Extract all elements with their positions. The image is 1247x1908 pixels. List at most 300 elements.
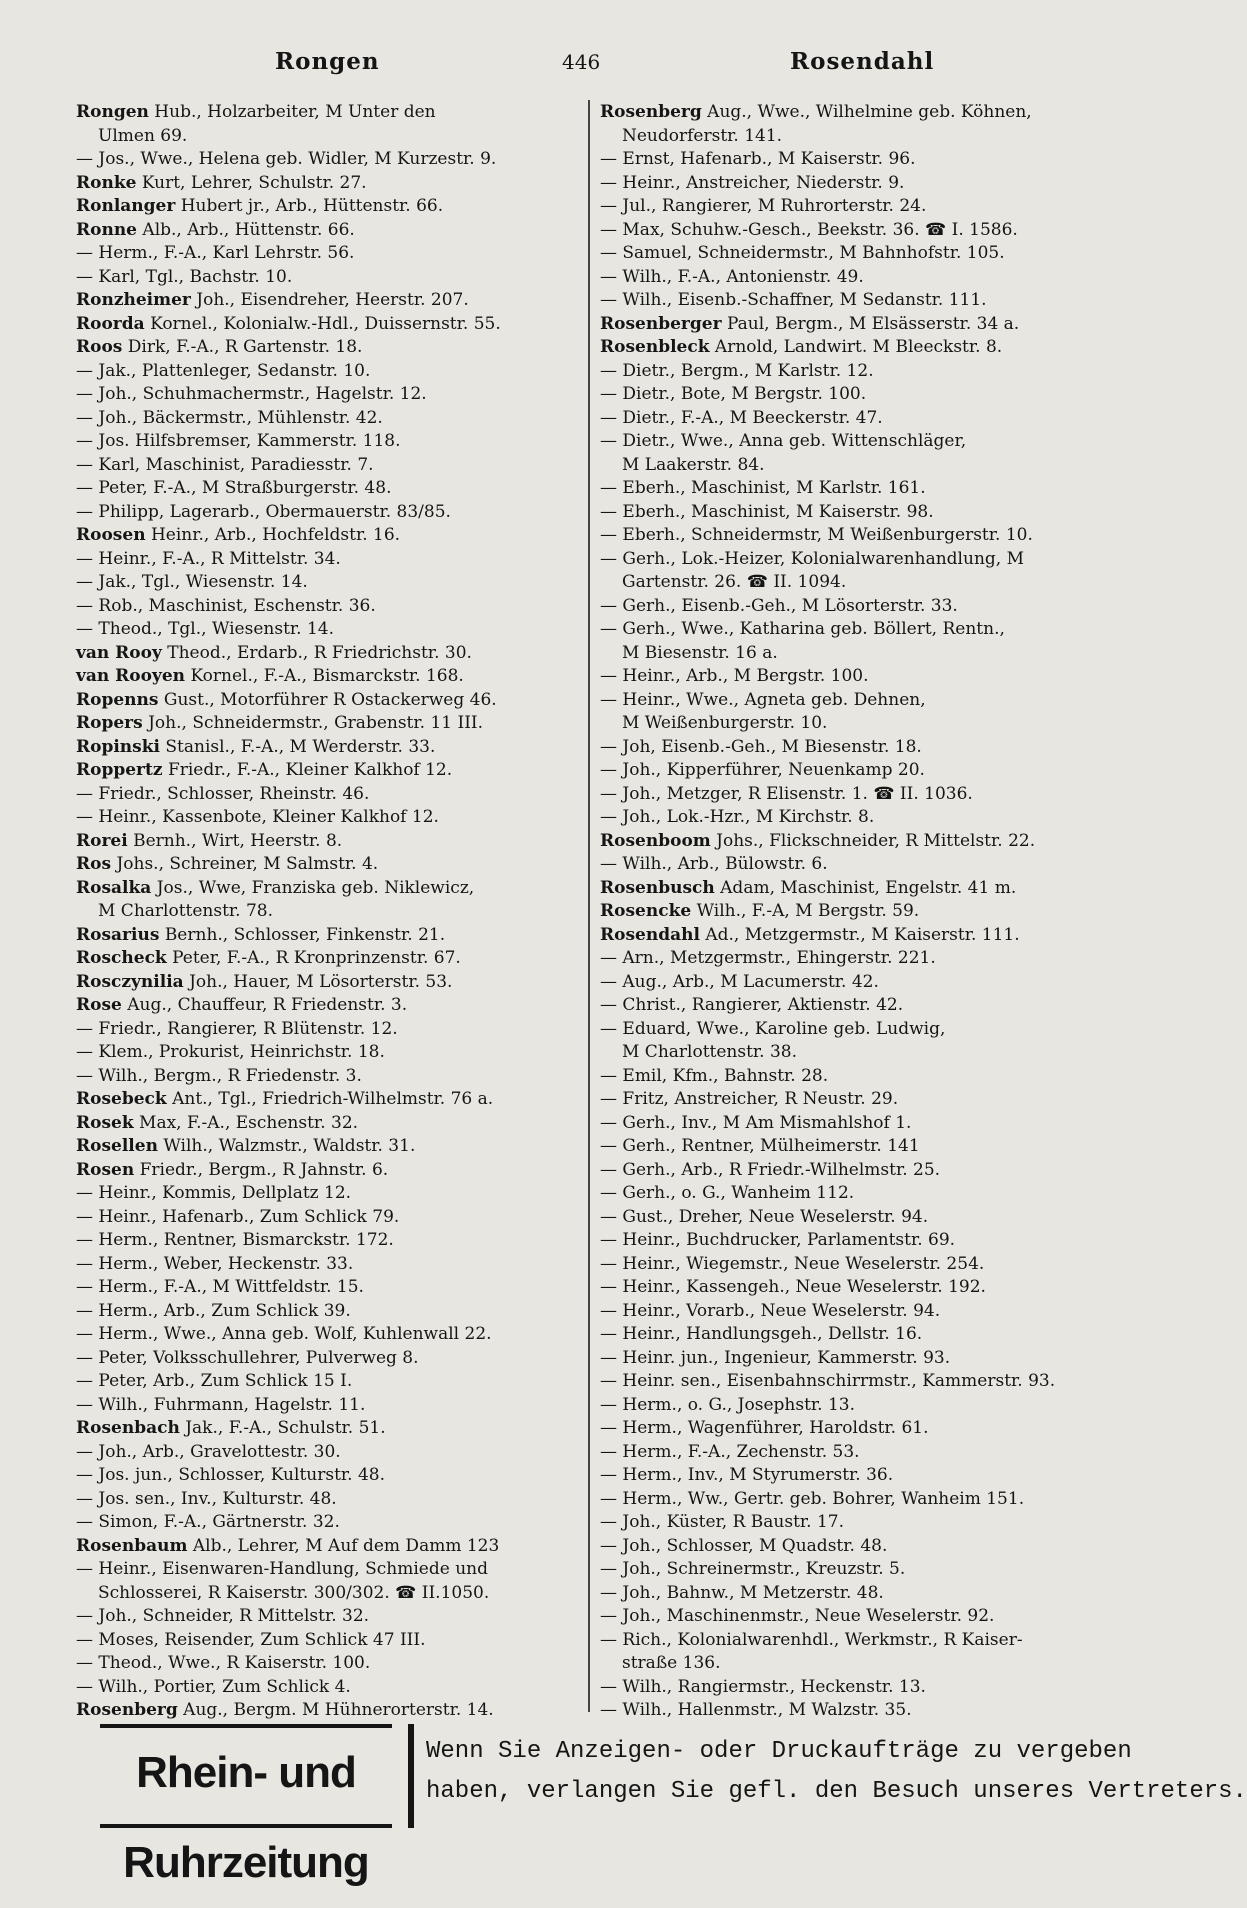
entry-details: — Dietr., Bote, M Bergstr. 100. — [600, 384, 867, 404]
entry-details: — Wilh., Portier, Zum Schlick 4. — [76, 1676, 351, 1697]
entry-surname: Rose — [76, 995, 122, 1015]
entry-details: Schlosserei, R Kaiserstr. 300/302. ☎ II.1050. — [98, 1582, 490, 1603]
entry-details: — Joh., Küster, R Baustr. 17. — [600, 1512, 845, 1532]
entry-details: — Heinr., Kassenbote, Kleiner Kalkhof 12. — [76, 807, 439, 827]
entry-details: Kurt, Lehrer, Schulstr. 27. — [141, 172, 367, 193]
directory-entry — [600, 360, 1105, 384]
entry-details: — Friedr., Schlosser, Rheinstr. 46. — [76, 783, 370, 804]
entry-details: — Heinr., Kassengeh., Neue Weselerstr. 192. — [600, 1277, 986, 1297]
entry-surname: Roorda — [76, 313, 145, 334]
directory-entry — [600, 1370, 1105, 1394]
entry-details: — Gerh., Lok.-Heizer, Kolonialwarenhandlung, M — [600, 548, 1024, 569]
entry-surname: Rosenboom — [600, 830, 711, 851]
entry-details: Johs., Schreiner, M Salmstr. 4. — [116, 854, 379, 874]
directory-entry — [76, 947, 576, 971]
directory-entry — [600, 853, 1105, 877]
entry-surname: Rosenbach — [76, 1418, 180, 1438]
entry-surname: Roos — [76, 337, 123, 357]
directory-entry — [600, 1605, 1105, 1629]
directory-entry — [76, 900, 576, 924]
entry-surname: Rosenbaum — [76, 1535, 188, 1556]
directory-entry — [76, 1582, 576, 1606]
directory-entry — [600, 1558, 1105, 1582]
entry-details: — Eberh., Maschinist, M Karlstr. 161. — [600, 478, 926, 498]
entry-details: — Joh., Schneider, R Mittelstr. 32. — [76, 1606, 370, 1626]
directory-entry — [600, 1488, 1105, 1512]
directory-entry — [76, 454, 576, 478]
entry-details: — Karl, Tgl., Bachstr. 10. — [76, 266, 293, 287]
directory-entry — [76, 783, 576, 807]
directory-entry — [600, 1347, 1105, 1371]
directory-entry — [600, 1088, 1105, 1112]
directory-entry — [76, 360, 576, 384]
entry-details: Friedr., Bergm., R Jahnstr. 6. — [139, 1159, 389, 1180]
directory-entry — [76, 101, 576, 125]
entry-details: Hub., Holzarbeiter, M Unter den — [154, 102, 436, 122]
entry-details: Bernh., Schlosser, Finkenstr. 21. — [164, 924, 446, 945]
directory-entry — [600, 172, 1105, 196]
entry-details: — Theod., Wwe., R Kaiserstr. 100. — [76, 1653, 371, 1673]
column-divider — [588, 100, 590, 1712]
directory-entry — [600, 1629, 1105, 1653]
directory-entry — [76, 736, 576, 760]
directory-entry — [76, 1511, 576, 1535]
directory-entry — [76, 219, 576, 243]
entry-details: — Joh., Maschinenmstr., Neue Weselerstr. 92. — [600, 1606, 995, 1626]
entry-details: — Gust., Dreher, Neue Weselerstr. 94. — [600, 1206, 929, 1227]
directory-entry — [76, 383, 576, 407]
entry-details: — Jos., Wwe., Helena geb. Widler, M Kurzestr. 9. — [76, 149, 497, 169]
entry-details: — Dietr., F.-A., M Beeckerstr. 47. — [600, 407, 883, 428]
entry-details: Ulmen 69. — [98, 125, 188, 146]
directory-entry — [600, 924, 1105, 948]
directory-entry — [600, 148, 1105, 172]
directory-entry — [600, 1276, 1105, 1300]
entry-details: — Heinr. jun., Ingenieur, Kammerstr. 93. — [600, 1347, 951, 1368]
entry-details: — Heinr., Wiegemstr., Neue Weselerstr. 254. — [600, 1253, 985, 1274]
entry-details: — Karl, Maschinist, Paradiesstr. 7. — [76, 454, 374, 475]
entry-details: Dirk, F.-A., R Gartenstr. 18. — [127, 337, 363, 357]
directory-entry — [76, 1135, 576, 1159]
entry-details: — Max, Schuhw.-Gesch., Beekstr. 36. ☎ I. 1586. — [600, 219, 1018, 240]
directory-entry — [76, 712, 576, 736]
entry-details: — Theod., Tgl., Wiesenstr. 14. — [76, 619, 335, 639]
directory-entry — [600, 759, 1105, 783]
entry-details: Gust., Motorführer R Ostackerweg 46. — [163, 689, 497, 710]
entry-details: — Rob., Maschinist, Eschenstr. 36. — [76, 595, 376, 616]
entry-details: — Heinr., Handlungsgeh., Dellstr. 16. — [600, 1324, 923, 1344]
directory-entry — [76, 242, 576, 266]
entry-details: Jos., Wwe, Franziska geb. Niklewicz, — [156, 877, 475, 898]
entry-details: Stanisl., F.-A., M Werderstr. 33. — [165, 736, 436, 757]
directory-entry — [76, 971, 576, 995]
directory-entry — [76, 595, 576, 619]
directory-entry — [76, 1347, 576, 1371]
ad-text-line-2: haben, verlangen Sie gefl. den Besuch unseres Vertreters. — [426, 1778, 1247, 1805]
directory-entry — [76, 924, 576, 948]
entry-details: M Biesenstr. 16 a. — [622, 642, 778, 663]
entry-details: — Jul., Rangierer, M Ruhrorterstr. 24. — [600, 196, 927, 216]
directory-entry — [76, 524, 576, 548]
directory-entry — [600, 266, 1105, 290]
directory-entry — [76, 1699, 576, 1723]
entry-details: — Emil, Kfm., Bahnstr. 28. — [600, 1065, 829, 1086]
entry-details: Wilh., F.-A, M Bergstr. 59. — [696, 901, 920, 921]
entry-details: M Weißenburgerstr. 10. — [622, 713, 828, 733]
entry-details: — Joh., Arb., Gravelottestr. 30. — [76, 1441, 341, 1462]
entry-details: Aug., Chauffeur, R Friedenstr. 3. — [127, 995, 408, 1015]
entry-details: Kornel., F.-A., Bismarckstr. 168. — [190, 666, 464, 686]
entry-details: Neudorferstr. 141. — [622, 125, 783, 146]
entry-surname: Ropers — [76, 713, 143, 733]
entry-details: — Heinr., Wwe., Agneta geb. Dehnen, — [600, 689, 926, 710]
entry-details: — Heinr., Eisenwaren-Handlung, Schmiede und — [76, 1559, 488, 1579]
entry-details: — Joh., Schlosser, M Quadstr. 48. — [600, 1535, 888, 1556]
directory-entry — [600, 1676, 1105, 1700]
entry-surname: Ronne — [76, 219, 138, 240]
directory-entry — [600, 900, 1105, 924]
entry-details: M Laakerstr. 84. — [622, 454, 765, 475]
left-column — [76, 101, 576, 1723]
entry-details: — Gerh., Inv., M Am Mismahlshof 1. — [600, 1112, 912, 1133]
directory-entry — [76, 1276, 576, 1300]
directory-entry — [76, 1488, 576, 1512]
directory-entry — [600, 1206, 1105, 1230]
directory-entry — [76, 1229, 576, 1253]
entry-details: Johs., Flickschneider, R Mittelstr. 22. — [716, 830, 1036, 851]
entry-surname: Rosebeck — [76, 1089, 167, 1109]
directory-entry — [600, 783, 1105, 807]
directory-entry — [600, 994, 1105, 1018]
entry-details: — Fritz, Anstreicher, R Neustr. 29. — [600, 1089, 899, 1109]
entry-surname: Roppertz — [76, 760, 163, 780]
entry-surname: Ronke — [76, 172, 137, 193]
directory-entry — [76, 195, 576, 219]
directory-entry — [76, 665, 576, 689]
entry-details: Alb., Lehrer, M Auf dem Damm 123 — [192, 1535, 500, 1556]
entry-details: Joh., Eisendreher, Heerstr. 207. — [196, 290, 469, 310]
header-right-word: Rosendahl — [790, 48, 935, 75]
directory-entry — [600, 1065, 1105, 1089]
directory-entry — [76, 477, 576, 501]
directory-entry — [76, 1159, 576, 1183]
page-header — [0, 48, 1144, 82]
entry-details: — Herm., F.-A., M Wittfeldstr. 15. — [76, 1277, 364, 1297]
entry-details: Kornel., Kolonialw.-Hdl., Duissernstr. 55. — [150, 313, 501, 334]
entry-details: — Gerh., Rentner, Mülheimerstr. 141 — [600, 1136, 920, 1156]
directory-entry — [76, 1629, 576, 1653]
entry-surname: Rosenberger — [600, 313, 722, 334]
directory-entry — [76, 1323, 576, 1347]
entry-details: — Philipp, Lagerarb., Obermauerstr. 83/85. — [76, 501, 451, 522]
entry-details: — Wilh., Bergm., R Friedenstr. 3. — [76, 1065, 362, 1086]
entry-details: — Dietr., Bergm., M Karlstr. 12. — [600, 360, 874, 381]
entry-details: — Jos. Hilfsbremser, Kammerstr. 118. — [76, 431, 401, 451]
entry-details: — Klem., Prokurist, Heinrichstr. 18. — [76, 1042, 385, 1062]
entry-surname: Ropenns — [76, 689, 159, 710]
directory-entry — [600, 195, 1105, 219]
entry-details: — Simon, F.-A., Gärtnerstr. 32. — [76, 1512, 340, 1532]
directory-entry — [600, 501, 1105, 525]
entry-details: — Joh., Bäckermstr., Mühlenstr. 42. — [76, 407, 383, 428]
directory-entry — [76, 1441, 576, 1465]
entry-details: Max, F.-A., Eschenstr. 32. — [139, 1112, 359, 1133]
directory-entry — [76, 125, 576, 149]
directory-entry — [600, 407, 1105, 431]
directory-entry — [76, 148, 576, 172]
entry-details: — Heinr., Vorarb., Neue Weselerstr. 94. — [600, 1300, 941, 1321]
directory-entry — [76, 689, 576, 713]
directory-entry — [76, 336, 576, 360]
entry-surname: Rosen — [76, 1159, 135, 1180]
entry-details: — Peter, F.-A., M Straßburgerstr. 48. — [76, 478, 392, 498]
entry-details: — Herm., F.-A., Zechenstr. 53. — [600, 1441, 860, 1462]
entry-details: Joh., Schneidermstr., Grabenstr. 11 III. — [148, 713, 484, 733]
directory-entry — [600, 1699, 1105, 1723]
entry-surname: Rosalka — [76, 877, 152, 898]
directory-entry — [76, 1253, 576, 1277]
entry-details: — Herm., Weber, Heckenstr. 33. — [76, 1253, 354, 1274]
directory-entry — [76, 1088, 576, 1112]
directory-entry — [76, 1558, 576, 1582]
entry-details: — Rich., Kolonialwarenhdl., Werkmstr., R Kaiser- — [600, 1629, 1023, 1650]
entry-surname: Rosenbusch — [600, 877, 715, 898]
directory-entry — [76, 313, 576, 337]
entry-details: — Joh., Lok.-Hzr., M Kirchstr. 8. — [600, 807, 875, 827]
directory-entry — [600, 806, 1105, 830]
directory-entry — [76, 1535, 576, 1559]
entry-details: — Peter, Arb., Zum Schlick 15 I. — [76, 1371, 353, 1391]
entry-details: — Joh., Schuhmachermstr., Hagelstr. 12. — [76, 384, 427, 404]
directory-entry — [600, 313, 1105, 337]
directory-entry — [76, 1394, 576, 1418]
directory-entry — [76, 1417, 576, 1441]
entry-details: — Joh., Metzger, R Elisenstr. 1. ☎ II. 1036. — [600, 783, 973, 804]
entry-details: — Jak., Plattenleger, Sedanstr. 10. — [76, 360, 371, 381]
directory-entry — [600, 1018, 1105, 1042]
entry-details: — Heinr., F.-A., R Mittelstr. 34. — [76, 548, 341, 569]
entry-details: — Herm., Rentner, Bismarckstr. 172. — [76, 1230, 394, 1250]
directory-entry — [600, 1652, 1105, 1676]
entry-details: Ad., Metzgermstr., M Kaiserstr. 111. — [705, 924, 1020, 945]
entry-details: — Wilh., Hallenmstr., M Walzstr. 35. — [600, 1700, 912, 1720]
directory-entry — [600, 736, 1105, 760]
entry-details: Peter, F.-A., R Kronprinzenstr. 67. — [172, 948, 461, 968]
entry-details: — Joh., Kipperführer, Neuenkamp 20. — [600, 760, 925, 780]
directory-entry — [76, 407, 576, 431]
directory-entry — [600, 477, 1105, 501]
entry-details: — Herm., Inv., M Styrumerstr. 36. — [600, 1465, 894, 1485]
entry-details: — Herm., Ww., Gertr. geb. Bohrer, Wanheim 151. — [600, 1488, 1025, 1509]
entry-details: — Herm., o. G., Josephstr. 13. — [600, 1394, 855, 1415]
entry-details: — Herm., Wagenführer, Haroldstr. 61. — [600, 1418, 929, 1438]
directory-entry — [76, 994, 576, 1018]
entry-surname: Rongen — [76, 102, 149, 122]
directory-entry — [76, 266, 576, 290]
directory-entry — [600, 1300, 1105, 1324]
directory-entry — [76, 853, 576, 877]
entry-details: — Wilh., Fuhrmann, Hagelstr. 11. — [76, 1394, 366, 1415]
entry-surname: Rosencke — [600, 901, 692, 921]
entry-details: — Gerh., Wwe., Katharina geb. Böllert, Rentn., — [600, 619, 1005, 639]
directory-entry — [76, 1018, 576, 1042]
ad-newspaper-name: Rhein- und Ruhrzeitung — [100, 1724, 392, 1828]
directory-entry — [600, 1464, 1105, 1488]
entry-details: — Aug., Arb., M Lacumerstr. 42. — [600, 971, 879, 992]
directory-entry — [600, 1394, 1105, 1418]
directory-entry — [76, 1605, 576, 1629]
entry-details: Aug., Wwe., Wilhelmine geb. Köhnen, — [707, 102, 1032, 122]
directory-entry — [600, 101, 1105, 125]
directory-entry — [76, 1206, 576, 1230]
directory-entry — [76, 571, 576, 595]
entry-details: — Heinr., Hafenarb., Zum Schlick 79. — [76, 1206, 400, 1227]
entry-surname: Ros — [76, 854, 112, 874]
entry-surname: Roosen — [76, 525, 146, 545]
entry-details: Theod., Erdarb., R Friedrichstr. 30. — [167, 642, 472, 663]
entry-details: — Dietr., Wwe., Anna geb. Wittenschläger, — [600, 431, 967, 451]
entry-details: — Eberh., Schneidermstr, M Weißenburgerstr. 10. — [600, 525, 1033, 545]
entry-details: M Charlottenstr. 78. — [98, 901, 274, 921]
entry-details: — Heinr. sen., Eisenbahnschirrmstr., Kammerstr. 93. — [600, 1371, 1056, 1391]
directory-entry — [600, 618, 1105, 642]
directory-entry — [600, 219, 1105, 243]
directory-entry — [600, 1135, 1105, 1159]
directory-entry — [600, 642, 1105, 666]
entry-details: Arnold, Landwirt. M Bleeckstr. 8. — [714, 337, 1003, 357]
directory-entry — [76, 1464, 576, 1488]
entry-details: — Christ., Rangierer, Aktienstr. 42. — [600, 995, 904, 1015]
directory-entry — [76, 172, 576, 196]
directory-entry — [600, 1323, 1105, 1347]
directory-entry — [76, 1300, 576, 1324]
entry-details: Adam, Maschinist, Engelstr. 41 m. — [720, 877, 1017, 898]
entry-details: — Heinr., Buchdrucker, Parlamentstr. 69. — [600, 1230, 956, 1250]
entry-details: Friedr., F.-A., Kleiner Kalkhof 12. — [167, 760, 453, 780]
directory-entry — [76, 618, 576, 642]
directory-entry — [76, 430, 576, 454]
entry-details: — Heinr., Kommis, Dellplatz 12. — [76, 1183, 352, 1203]
entry-details: Bernh., Wirt, Heerstr. 8. — [133, 830, 343, 851]
entry-details: — Wilh., Arb., Bülowstr. 6. — [600, 854, 828, 874]
entry-surname: Roscheck — [76, 948, 167, 968]
entry-surname: van Rooy — [76, 642, 162, 663]
entry-details: Aug., Bergm. M Hühnerorterstr. 14. — [183, 1700, 494, 1720]
entry-details: Jak., F.-A., Schulstr. 51. — [185, 1418, 386, 1438]
directory-entry — [76, 759, 576, 783]
directory-entry — [600, 383, 1105, 407]
entry-details: M Charlottenstr. 38. — [622, 1042, 798, 1062]
directory-entry — [600, 712, 1105, 736]
directory-entry — [600, 665, 1105, 689]
entry-details: — Eduard, Wwe., Karoline geb. Ludwig, — [600, 1018, 946, 1039]
entry-details: — Wilh., Rangiermstr., Heckenstr. 13. — [600, 1676, 926, 1697]
entry-details: Gartenstr. 26. ☎ II. 1094. — [622, 572, 847, 592]
directory-entry — [600, 571, 1105, 595]
entry-details: — Peter, Volksschullehrer, Pulverweg 8. — [76, 1347, 419, 1368]
directory-entry — [600, 1112, 1105, 1136]
directory-entry — [600, 242, 1105, 266]
entry-surname: Rosellen — [76, 1136, 158, 1156]
directory-entry — [600, 1159, 1105, 1183]
entry-surname: Rosczynilia — [76, 971, 184, 992]
entry-details: — Gerh., Arb., R Friedr.-Wilhelmstr. 25. — [600, 1159, 941, 1180]
entry-details: — Joh, Eisenb.-Geh., M Biesenstr. 18. — [600, 736, 922, 757]
directory-entry — [76, 1065, 576, 1089]
entry-details: — Friedr., Rangierer, R Blütenstr. 12. — [76, 1018, 398, 1039]
entry-details: — Eberh., Maschinist, M Kaiserstr. 98. — [600, 501, 934, 522]
entry-surname: Rorei — [76, 830, 128, 851]
directory-entry — [600, 125, 1105, 149]
entry-details: — Jak., Tgl., Wiesenstr. 14. — [76, 572, 308, 592]
directory-entry — [600, 947, 1105, 971]
entry-surname: van Rooyen — [76, 666, 186, 686]
directory-entry — [600, 1417, 1105, 1441]
entry-details: — Jos. jun., Schlosser, Kulturstr. 48. — [76, 1465, 386, 1485]
directory-entry — [600, 1535, 1105, 1559]
directory-entry — [600, 548, 1105, 572]
advertisement — [100, 1724, 1247, 1887]
directory-entry — [600, 1182, 1105, 1206]
entry-details: — Samuel, Schneidermstr., M Bahnhofstr. 105. — [600, 243, 1005, 263]
entry-details: — Herm., Wwe., Anna geb. Wolf, Kuhlenwall 22. — [76, 1324, 492, 1344]
ad-text-line-1: Wenn Sie Anzeigen- oder Druckaufträge zu vergeben — [426, 1738, 1132, 1765]
entry-details: — Wilh., F.-A., Antonienstr. 49. — [600, 266, 864, 287]
directory-entry — [76, 548, 576, 572]
entry-details: — Herm., F.-A., Karl Lehrstr. 56. — [76, 243, 355, 263]
entry-details: Wilh., Walzmstr., Waldstr. 31. — [163, 1136, 416, 1156]
entry-details: Heinr., Arb., Hochfeldstr. 16. — [150, 525, 401, 545]
directory-entry — [76, 877, 576, 901]
directory-entry — [600, 454, 1105, 478]
directory-entry — [600, 524, 1105, 548]
header-left-word: Rongen — [275, 48, 380, 75]
entry-surname: Ropinski — [76, 736, 160, 757]
directory-entry — [76, 1652, 576, 1676]
right-column — [600, 101, 1105, 1723]
entry-details: — Heinr., Anstreicher, Niederstr. 9. — [600, 172, 905, 193]
entry-details: — Moses, Reisender, Zum Schlick 47 III. — [76, 1629, 426, 1650]
directory-entry — [76, 1112, 576, 1136]
entry-details: — Herm., Arb., Zum Schlick 39. — [76, 1300, 351, 1321]
directory-entry — [600, 1511, 1105, 1535]
directory-entry — [600, 1041, 1105, 1065]
entry-details: Ant., Tgl., Friedrich-Wilhelmstr. 76 a. — [172, 1089, 494, 1109]
entry-details: Joh., Hauer, M Lösorterstr. 53. — [189, 971, 453, 992]
entry-details: — Joh., Schreinermstr., Kreuzstr. 5. — [600, 1559, 906, 1579]
entry-surname: Ronlanger — [76, 196, 176, 216]
entry-surname: Ronzheimer — [76, 290, 191, 310]
directory-entry — [76, 1182, 576, 1206]
entry-details: Paul, Bergm., M Elsässerstr. 34 a. — [726, 313, 1020, 334]
entry-details: — Joh., Bahnw., M Metzerstr. 48. — [600, 1582, 884, 1603]
directory-entry — [76, 1041, 576, 1065]
directory-entry — [76, 289, 576, 313]
entry-details: — Wilh., Eisenb.-Schaffner, M Sedanstr. 111. — [600, 290, 987, 310]
entry-surname: Rosenberg — [76, 1700, 178, 1720]
entry-surname: Rosendahl — [600, 924, 700, 945]
entry-details: Alb., Arb., Hüttenstr. 66. — [142, 219, 355, 240]
directory-entry — [76, 1676, 576, 1700]
directory-entry — [600, 595, 1105, 619]
entry-surname: Rosarius — [76, 924, 160, 945]
directory-entry — [600, 1441, 1105, 1465]
entry-details: — Gerh., Eisenb.-Geh., M Lösorterstr. 33. — [600, 595, 958, 616]
entry-details: — Ernst, Hafenarb., M Kaiserstr. 96. — [600, 149, 916, 169]
entry-details: Hubert jr., Arb., Hüttenstr. 66. — [180, 196, 444, 216]
directory-entry — [600, 877, 1105, 901]
directory-entry — [600, 336, 1105, 360]
